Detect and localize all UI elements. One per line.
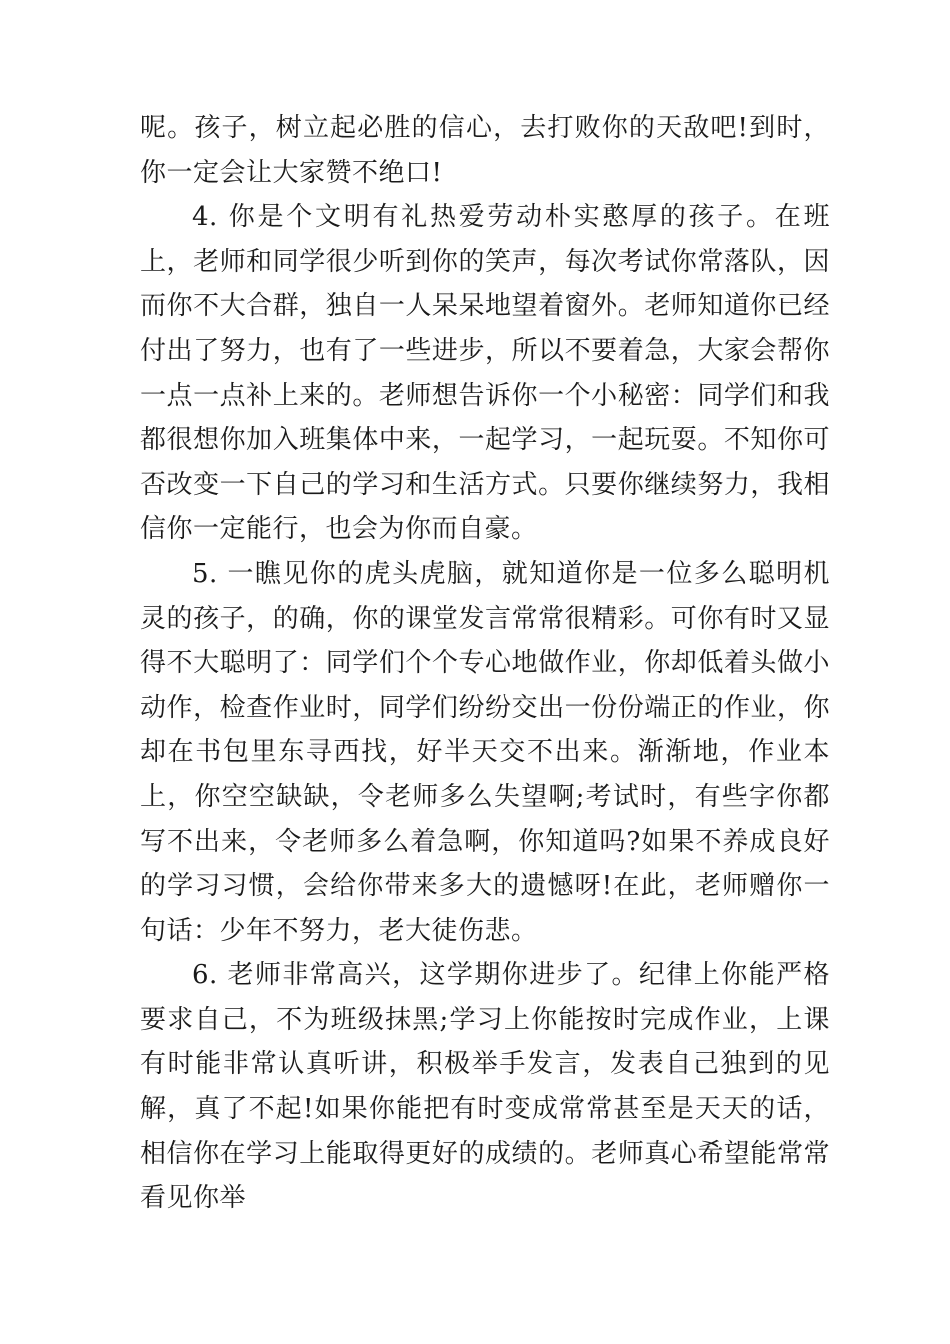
document-body (140, 106, 830, 1221)
paragraph-item-4: 4. 你是个文明有礼热爱劳动朴实憨厚的孩子。在班上，老师和同学很少听到你的笑声，每次考试你常落队，因而你不大合群，独自一人呆呆地望着窗外。老师知道你已经付出了努力，也有了一些进步，所以不要着急，大家会帮你一点一点补上来的。老师想告诉你一个小秘密：同学们和我都很想你加入班集体中来，一起学习，一起玩耍。不知你可否改变一下自己的学习和生活方式。只要你继续努力，我相信你一定能行，也会为你而自豪。 (140, 202, 830, 545)
paragraph-item-6: 6. 老师非常高兴，这学期你进步了。纪律上你能严格要求自己，不为班级抹黑;学习上你能按时完成作业，上课有时能非常认真听讲，积极举手发言，发表自己独到的见解，真了不起!如果你能把有时变成常常甚至是天天的话，相信你在学习上能取得更好的成绩的。老师真心希望能常常看见你举 (140, 960, 830, 1214)
paragraph-item-5: 5. 一瞧见你的虎头虎脑，就知道你是一位多么聪明机灵的孩子，的确，你的课堂发言常常很精彩。可你有时又显得不大聪明了：同学们个个专心地做作业，你却低着头做小动作，检查作业时，同学们纷纷交出一份份端正的作业，你却在书包里东寻西找，好半天交不出来。渐渐地，作业本上，你空空缺缺，令老师多么失望啊;考试时，有些字你都写不出来，令老师多么着急啊，你知道吗?如果不养成良好的学习习惯，会给你带来多大的遗憾呀!在此，老师赠你一句话：少年不努力，老大徒伤悲。 (140, 558, 830, 946)
paragraph-continued: 呢。孩子，树立起必胜的信心，去打败你的天敌吧!到时，你一定会让大家赞不绝口! (140, 113, 830, 188)
